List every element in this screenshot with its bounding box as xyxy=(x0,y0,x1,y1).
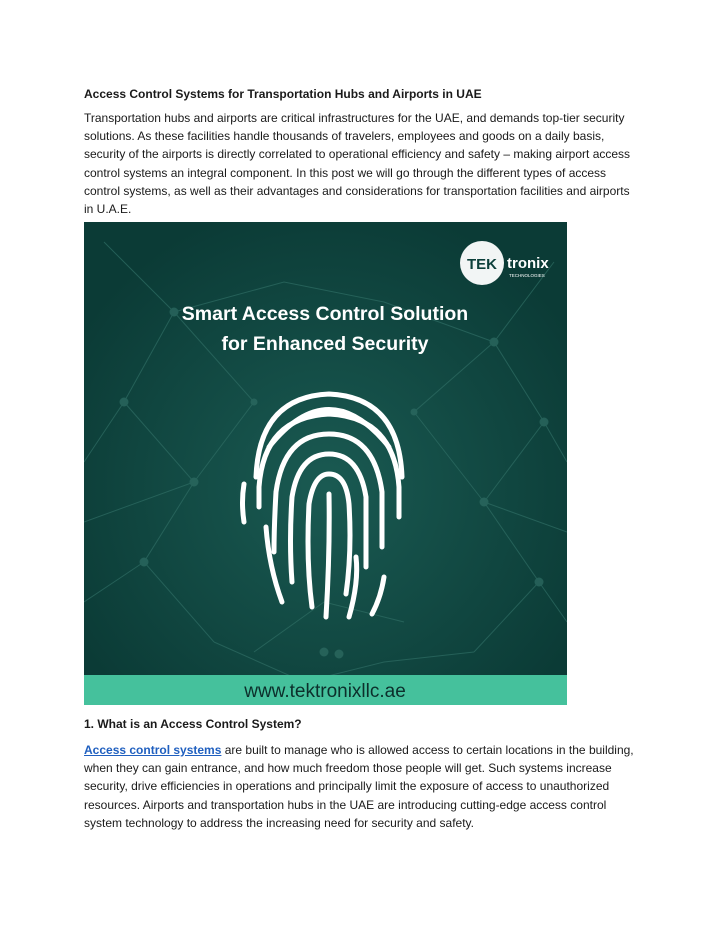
article-title: Access Control Systems for Transportation Hubs and Airports in UAE xyxy=(84,87,482,101)
svg-text:TEK: TEK xyxy=(467,256,497,273)
logo-wordmark: tronix xyxy=(507,255,549,272)
section-paragraph xyxy=(84,741,636,832)
banner-headline-line1: Smart Access Control Solution xyxy=(181,303,469,325)
logo-subtitle: TECHNOLOGIES xyxy=(509,273,545,278)
banner-website: www.tektronixllc.ae xyxy=(244,681,406,702)
intro-paragraph: Transportation hubs and airports are critical infrastructures for the UAE, and demands top-tier security solutions. As these facilities handle thousands of travelers, employees and goods on a daily basis, security of the airports is directly correlated to operational efficiency and safety – making airport access control systems an integral component. In this post we will go through the different types of access control systems, as well as their advantages and considerations for transportation facilities and airports in U.A.E. xyxy=(84,111,631,217)
section-heading: 1. What is an Access Control System? xyxy=(84,717,302,731)
banner-headline-line2: for Enhanced Security xyxy=(221,333,429,355)
access-control-link[interactable]: Access control systems xyxy=(84,743,222,757)
section-body-text: are built to manage who is allowed access to certain locations in the building, when they can gain entrance, and how much freedom those people will get. Such systems increase security, drive efficiencies in operations and principally limit the exposure of access to unauthorized resources. Airports and transportation hubs in the UAE are introducing cutting-edge access control system technology to address the increasing need for security and safety. xyxy=(84,743,634,830)
promo-banner-image xyxy=(84,222,567,705)
